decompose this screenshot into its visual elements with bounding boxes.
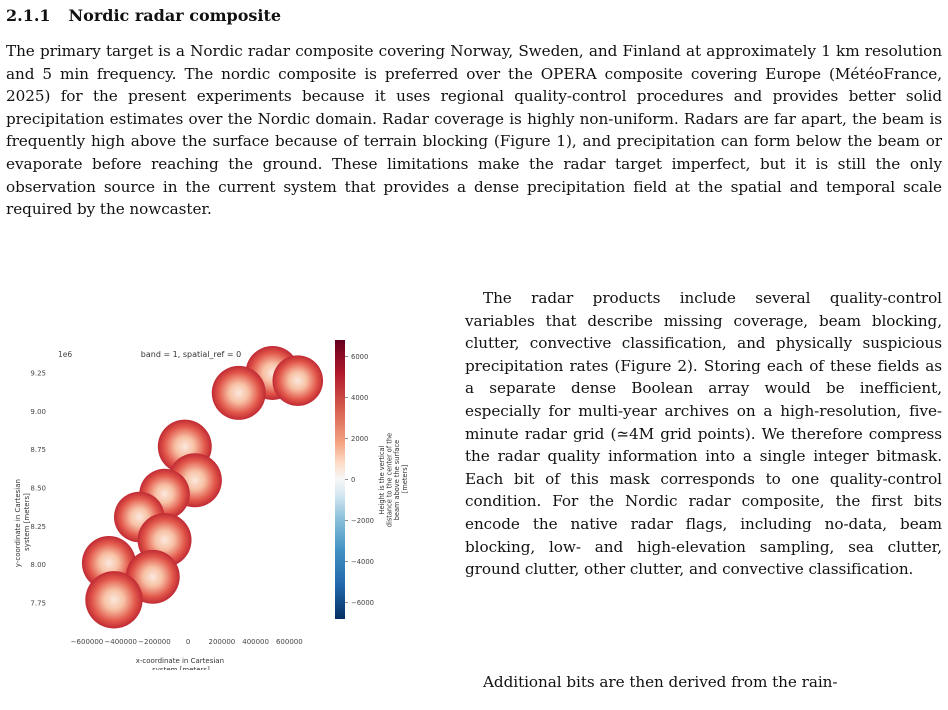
radar-coverage-disc-10	[85, 571, 142, 628]
colorbar-ticks	[345, 353, 374, 607]
colorbar-label	[378, 431, 409, 527]
y-tick-label-0: 7.75	[30, 599, 46, 608]
y-tick-label-6: 9.25	[30, 369, 46, 378]
y-axis-label	[14, 477, 31, 567]
y-tick-label-2: 8.25	[30, 522, 46, 531]
x-axis-label-line-2: system [meters]	[152, 666, 210, 670]
x-axis-label	[136, 657, 227, 670]
radar-coverage-disc-1	[272, 355, 323, 406]
colorbar-label-line-4: [meters]	[400, 464, 409, 494]
y-tick-label-3: 8.50	[30, 484, 46, 493]
y-tick-label-4: 8.75	[30, 446, 46, 455]
x-tick-label-3: 0	[185, 638, 191, 646]
axis-offset-label: 1e6	[58, 350, 73, 359]
section-heading	[6, 6, 281, 25]
x-tick-label-6: 600000	[275, 638, 303, 646]
x-tick-label-2: −200000	[138, 638, 171, 646]
x-tick-label-0: −600000	[70, 638, 104, 646]
colorbar-label-line-1: Height is the vertical	[378, 445, 386, 515]
x-axis-ticks	[71, 638, 303, 646]
radar-coverage-disc-2	[212, 366, 266, 420]
colorbar-tick-label-6: −6000	[351, 598, 374, 607]
radar-heatmap-chart	[0, 340, 450, 670]
x-tick-label-1: −400000	[104, 638, 138, 646]
colorbar-label-line-2: distance to the center of the	[385, 432, 394, 528]
paragraph-quality-control: The radar products include several quality-control variables that describe missing coverage, beam blocking, clutter, convective classification, and physically suspicious precipitation rates (Figure 2). Storing each of these fields as a separate dense Boolean array would be inefficient, especially for multi-year archives on a high-resolution, five-minute radar grid (≃4M grid points). We therefore compress the radar quality information into a single integer bitmask. Each bit of this mask corresponds to one quality-control condition. For the Nordic radar composite, the first bits encode the native radar flags, including no-data, beam blocking, low- and high-elevation sampling, sea clutter, ground clutter, other clutter, and convective classification.	[465, 289, 942, 579]
paragraph-continuation: Additional bits are then derived from the rain-	[483, 673, 838, 691]
x-tick-label-4: 200000	[208, 638, 236, 646]
colorbar-tick-label-0: 6000	[351, 352, 369, 361]
colorbar-tick-label-1: 4000	[351, 393, 369, 402]
y-axis-label-line-2: system [meters]	[23, 493, 31, 551]
colorbar-tick-label-5: −4000	[351, 557, 374, 566]
y-tick-label-5: 9.00	[30, 407, 46, 416]
section-title: Nordic radar composite	[68, 6, 282, 25]
colorbar-tick-label-3: 0	[351, 475, 356, 484]
chart-title: band = 1, spatial_ref = 0	[140, 350, 242, 359]
colorbar	[335, 340, 345, 619]
colorbar-label-line-3: beam above the surface	[393, 439, 402, 521]
paragraph-intro: The primary target is a Nordic radar composite covering Norway, Sweden, and Finland at approximately 1 km resolution and 5 min frequency. The nordic composite is preferred over the OPERA composite covering Europe (MétéoFrance, 2025) for the present experiments because it uses regional quality-control procedures and provides better solid precipitation estimates over the Nordic domain. Radar coverage is highly non-uniform. Radars are far apart, the beam is frequently high above the surface because of terrain blocking (Figure 1), and precipitation can form below the beam or evaporate before reaching the ground. These limitations make the radar target imperfect, but it is still the only observation source in the current system that provides a dense precipitation field at the spatial and temporal scale required by the nowcaster.	[6, 42, 942, 219]
section-number: 2.1.1	[6, 6, 51, 25]
x-axis-label-line-1: x-coordinate in Cartesian	[135, 657, 225, 665]
radar-coverage-layer	[82, 346, 323, 628]
y-axis-ticks	[30, 369, 46, 607]
colorbar-tick-label-4: −2000	[351, 516, 374, 525]
y-tick-label-1: 8.00	[30, 561, 46, 570]
figure-radar-beam-height	[0, 340, 450, 670]
x-tick-label-5: 400000	[242, 638, 269, 646]
y-axis-label-line-1: y-coordinate in Cartesian	[14, 479, 22, 568]
colorbar-tick-label-2: 2000	[351, 434, 369, 443]
